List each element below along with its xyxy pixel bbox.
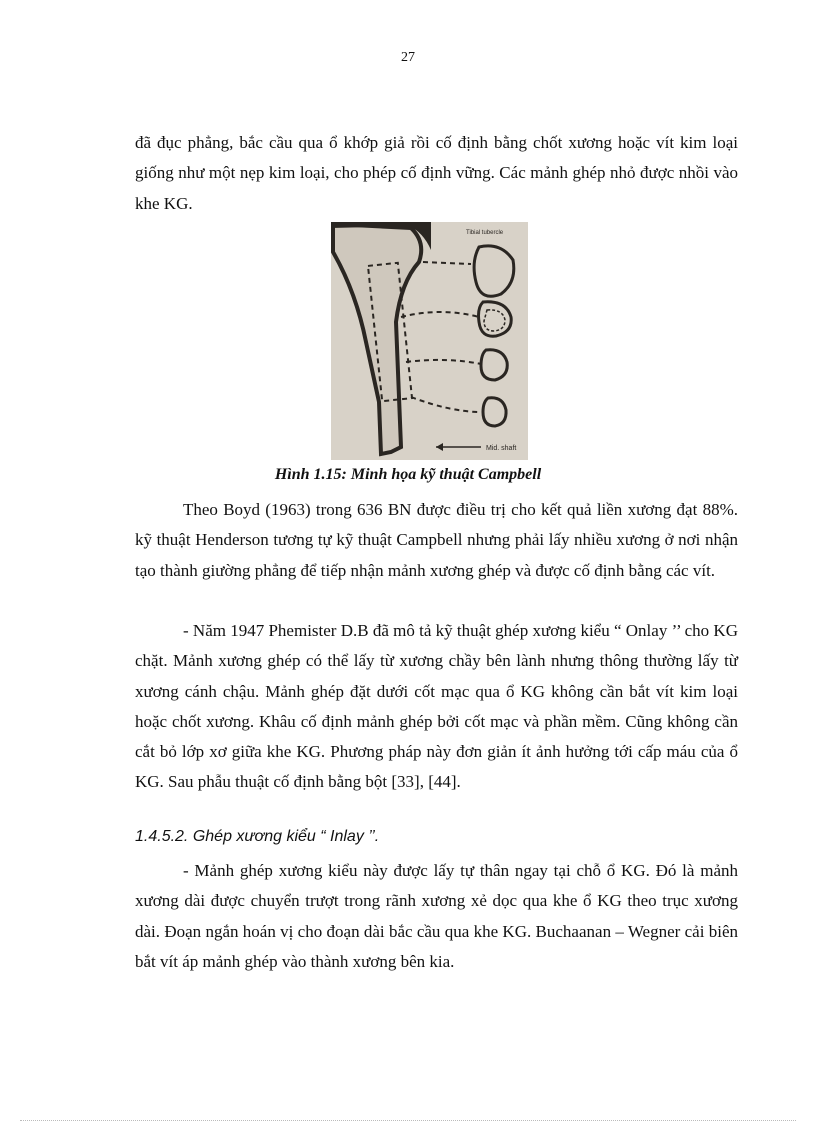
figure-caption: Hình 1.15: Minh họa kỹ thuật Campbell (274, 466, 542, 483)
mid-shaft-label: Mid. shaft (486, 445, 517, 452)
cross-section-2 (479, 302, 512, 336)
footer-divider (20, 1120, 796, 1121)
cross-section-3 (481, 350, 507, 380)
connector-line-1 (423, 262, 471, 264)
section-subheading: 1.4.5.2. Ghép xương kiểu “ Inlay ’’. (135, 828, 380, 845)
paragraph-inlay: - Mảnh ghép xương kiểu này được lấy tự thân ngay tại chỗ ổ KG. Đó là mảnh xương dài được chuyển trượt trong rãnh xương xẻ dọc qua khe ổ KG theo trục xương dài. Đoạn ngắn hoán vị cho đoạn dài bắc cầu qua khe KG. Buchaanan – Wegner cải biên bắt vít áp mảnh ghép vào thành xương bên kia. (135, 861, 738, 971)
connector-line-4 (411, 397, 481, 412)
cross-section-1 (474, 246, 514, 296)
paragraph-continuation: đã đục phẳng, bắc cầu qua ổ khớp giả rồi cố định bằng chốt xương hoặc vít kim loại giống như một nẹp kim loại, cho phép cố định vững. Các mảnh ghép nhỏ được nhồi vào khe KG. (135, 133, 738, 213)
mid-shaft-arrowhead (436, 443, 443, 451)
tibial-tubercle-label: Tibial tubercle (466, 230, 504, 236)
campbell-technique-figure (331, 222, 528, 460)
bone-graft-illustration (331, 222, 528, 460)
page-number: 27 (401, 50, 415, 65)
paragraph-phemister: - Năm 1947 Phemister D.B đã mô tả kỹ thuật ghép xương kiểu “ Onlay ’’ cho KG chặt. Mảnh xương ghép có thể lấy từ xương chầy bên lành nhưng thông thường lấy từ xương cánh chậu. Mảnh ghép đặt dưới cốt mạc qua ổ KG không cần bắt vít kim loại hoặc chốt xương. Khâu cố định mảnh ghép bởi cốt mạc và phần mềm. Cũng không cần cắt bỏ lớp xơ giữa khe KG. Phương pháp này đơn giản ít ảnh hưởng tới cấp máu của ổ KG. Sau phẫu thuật cố định bằng bột [33], [44]. (135, 621, 738, 792)
connector-line-2 (401, 312, 479, 317)
cross-section-4 (483, 398, 506, 426)
paragraph-boyd: Theo Boyd (1963) trong 636 BN được điều trị cho kết quả liền xương đạt 88%. kỹ thuật Henderson tương tự kỹ thuật Campbell nhưng phải lấy nhiều xương ở nơi nhận tạo thành giường phẳng để tiếp nhận mảnh xương ghép và được cố định bằng các vít. (135, 500, 738, 580)
tibia-outline (333, 224, 421, 454)
connector-line-3 (406, 360, 481, 364)
cross-section-2-inner (484, 310, 505, 331)
